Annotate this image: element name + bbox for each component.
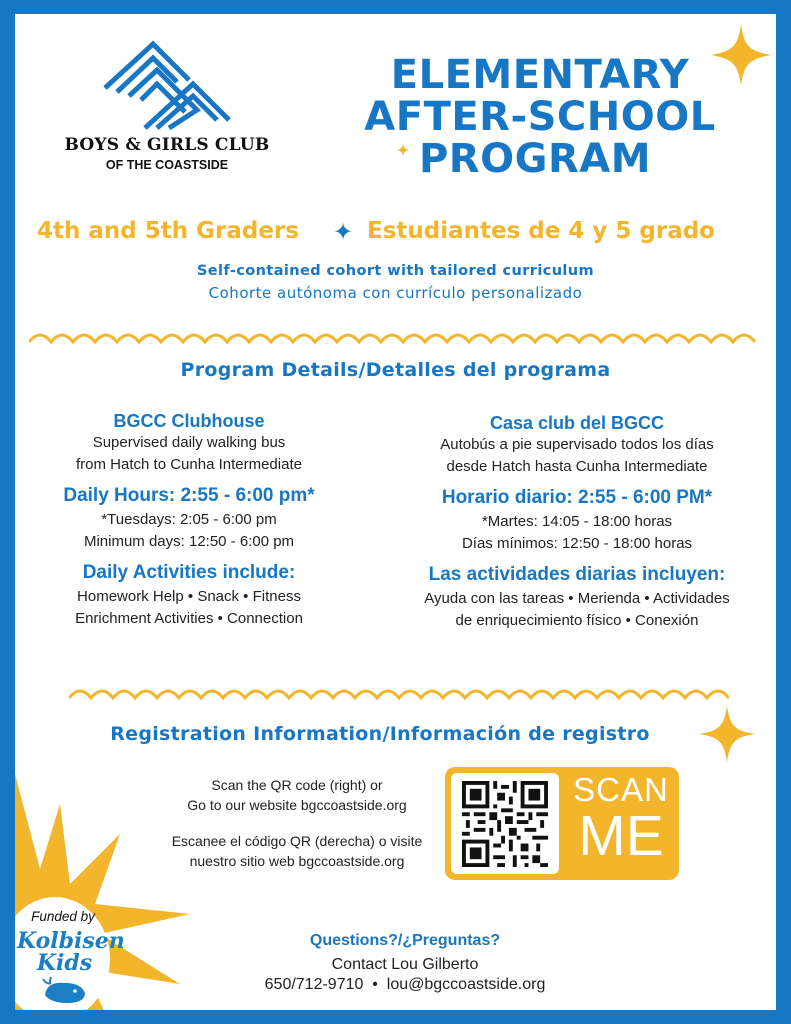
logo-name: BOYS & GIRLS CLUB bbox=[64, 135, 270, 155]
qr-code-icon[interactable] bbox=[461, 781, 549, 867]
contact-phone-email[interactable]: 650/712-9710 • lou@bgccoastside.org bbox=[264, 976, 546, 993]
program-details-heading: Program Details/Detalles del programa bbox=[180, 359, 611, 381]
title-line-3: PROGRAM bbox=[418, 136, 651, 182]
registration-heading: Registration Information/Información de registro bbox=[110, 723, 650, 745]
logo-subtitle: OF THE COASTSIDE bbox=[105, 158, 229, 172]
grades-english: 4th and 5th Graders bbox=[37, 218, 299, 244]
title-line-1: ELEMENTARY bbox=[390, 52, 690, 98]
registration-english-2: Go to our website bgccoastside.org bbox=[187, 797, 407, 813]
title-line-2: AFTER-SCHOOL bbox=[364, 94, 716, 140]
clubhouse-heading-es: Casa club del BGCC bbox=[489, 413, 665, 433]
sponsor-name-2: Kids bbox=[36, 950, 93, 976]
wave-divider-bottom bbox=[69, 682, 729, 702]
activities-line-2: Enrichment Activities • Connection bbox=[75, 610, 303, 627]
bgcc-logo-icon bbox=[97, 40, 237, 132]
sponsor-name-1: Kolbisen bbox=[17, 928, 125, 954]
activities-heading-es: Las actividades diarias incluyen: bbox=[428, 564, 726, 585]
details-english bbox=[19, 411, 359, 630]
hours-line-2-es: Días mínimos: 12:50 - 18:00 horas bbox=[461, 535, 693, 552]
activities-line-2-es: de enriquecimiento físico • Conexión bbox=[455, 612, 699, 629]
clubhouse-heading: BGCC Clubhouse bbox=[113, 411, 265, 431]
questions-heading: Questions?/¿Preguntas? bbox=[309, 932, 501, 949]
hours-line-1: *Tuesdays: 2:05 - 6:00 pm bbox=[101, 511, 277, 528]
cohort-english: Self-contained cohort with tailored curriculum bbox=[196, 263, 595, 279]
activities-heading: Daily Activities include: bbox=[82, 562, 296, 583]
clubhouse-line-2: from Hatch to Cunha Intermediate bbox=[76, 456, 302, 473]
funded-by-label: Funded by bbox=[31, 909, 95, 924]
activities-line-1: Homework Help • Snack • Fitness bbox=[77, 588, 301, 605]
hours-heading-es: Horario diario: 2:55 - 6:00 PM* bbox=[441, 487, 713, 508]
registration-spanish-1: Escanee el código QR (derecha) o visite bbox=[171, 833, 423, 849]
scan-me-box[interactable] bbox=[445, 767, 679, 880]
flyer bbox=[15, 14, 776, 1010]
grades-separator: ✦ bbox=[333, 218, 354, 246]
hours-line-2: Minimum days: 12:50 - 6:00 pm bbox=[83, 533, 295, 550]
details-spanish bbox=[397, 413, 757, 632]
cohort-spanish: Cohorte autónoma con currículo personalizado bbox=[208, 284, 583, 302]
grades-spanish: Estudiantes de 4 y 5 grado bbox=[367, 218, 715, 244]
me-label: ME bbox=[578, 804, 664, 868]
hours-heading: Daily Hours: 2:55 - 6:00 pm* bbox=[63, 485, 315, 506]
hours-line-1-es: *Martes: 14:05 - 18:00 horas bbox=[481, 513, 673, 530]
sparkle-icon-2 bbox=[699, 706, 755, 762]
whale-icon bbox=[41, 975, 91, 1007]
wave-divider-top bbox=[29, 326, 762, 346]
contact-name: Contact Lou Gilberto bbox=[331, 956, 479, 973]
registration-spanish-2: nuestro sitio web bgccoastside.org bbox=[189, 853, 405, 869]
scan-label: SCAN bbox=[573, 771, 669, 808]
clubhouse-line-1: Supervised daily walking bus bbox=[92, 434, 286, 451]
qr-code-area bbox=[451, 773, 559, 874]
kolbisen-kids-logo bbox=[17, 928, 125, 976]
activities-line-1-es: Ayuda con las tareas • Merienda • Actividades bbox=[424, 590, 730, 607]
clubhouse-line-2-es: desde Hatch hasta Cunha Intermediate bbox=[446, 458, 708, 475]
clubhouse-line-1-es: Autobús a pie supervisado todos los días bbox=[440, 436, 714, 453]
registration-english-1: Scan the QR code (right) or bbox=[211, 777, 383, 793]
